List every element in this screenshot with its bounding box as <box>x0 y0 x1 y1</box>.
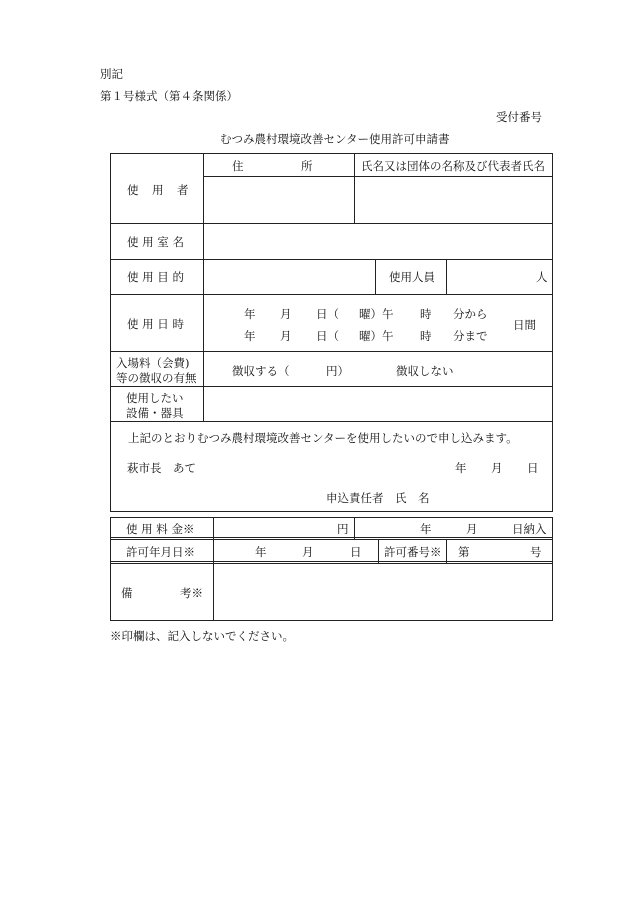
room-label: 使 用 室 名 <box>127 235 184 249</box>
usage-fee-yen: 円 <box>337 522 349 536</box>
form-number: 第１号様式（第４条関係） <box>100 89 238 103</box>
permit-year: 年 <box>255 545 267 559</box>
from-day: 日（ <box>316 307 339 321</box>
to-hour: 時 <box>420 329 432 343</box>
paid-month: 月 <box>466 522 478 536</box>
permit-month: 月 <box>302 545 314 559</box>
from-minute: 分から <box>453 307 488 321</box>
equipment-field[interactable] <box>207 390 549 418</box>
fee-yen: 円） <box>326 364 349 378</box>
address-label: 住 所 <box>232 159 313 173</box>
from-hour: 時 <box>420 307 432 321</box>
to-minute: 分まで <box>453 329 488 343</box>
equipment-label-line1: 使用したい <box>126 391 184 405</box>
permit-number-prefix: 第 <box>458 545 470 559</box>
application-day: 日 <box>527 461 539 475</box>
fee-no-collect-option[interactable]: 徴収しない <box>396 364 454 378</box>
room-field[interactable] <box>207 227 549 256</box>
usage-fee-label: 使 用 料 金※ <box>126 522 195 536</box>
appendix-label: 別記 <box>100 67 123 81</box>
permit-day: 日 <box>350 545 362 559</box>
paid-suffix: 日納入 <box>512 522 547 536</box>
applicant-signature-label: 申込責任者 氏 名 <box>326 491 430 505</box>
equipment-label-line2: 設備・器具 <box>126 406 184 420</box>
permit-number-suffix: 号 <box>530 545 542 559</box>
applicant-label: 使 用 者 <box>127 183 190 197</box>
remarks-label-right: 考※ <box>180 586 203 600</box>
purpose-label: 使 用 目 的 <box>127 270 184 284</box>
dates-label: 使 用 日 時 <box>127 317 184 331</box>
attendees-unit: 人 <box>536 270 548 284</box>
to-weekday: 曜）午 <box>359 329 394 343</box>
to-month: 月 <box>280 329 292 343</box>
purpose-field[interactable] <box>207 263 371 291</box>
from-year: 年 <box>244 307 256 321</box>
fee-collect-option[interactable]: 徴収する（ <box>232 364 290 378</box>
fee-label-line1: 入場料（会費) <box>116 356 190 370</box>
permit-number-label: 許可番号※ <box>384 545 442 559</box>
fee-label-line2: 等の徴収の有無 <box>116 371 197 385</box>
from-weekday: 曜）午 <box>359 307 394 321</box>
applicant-name-field[interactable] <box>358 180 548 220</box>
declaration-statement: 上記のとおりむつみ農村環境改善センターを使用したいので申し込みます。 <box>128 431 518 445</box>
application-year: 年 <box>455 461 467 475</box>
paid-year: 年 <box>420 522 432 536</box>
remarks-label-left: 備 <box>121 586 133 600</box>
to-day: 日（ <box>316 329 339 343</box>
page-title: むつみ農村環境改善センター使用許可申請書 <box>220 132 450 146</box>
address-field[interactable] <box>207 180 350 220</box>
from-month: 月 <box>280 307 292 321</box>
footnote: ※印欄は、記入しないでください。 <box>110 629 294 643</box>
application-month: 月 <box>491 461 503 475</box>
receipt-number-label: 受付番号 <box>496 110 542 124</box>
name-label: 氏名又は団体の名称及び代表者氏名 <box>361 159 545 173</box>
to-year: 年 <box>244 329 256 343</box>
addressee: 萩市長 あて <box>127 461 196 475</box>
permit-date-label: 許可年月日※ <box>126 545 195 559</box>
attendees-label: 使用人員 <box>389 270 435 284</box>
days-unit: 日間 <box>513 318 536 332</box>
